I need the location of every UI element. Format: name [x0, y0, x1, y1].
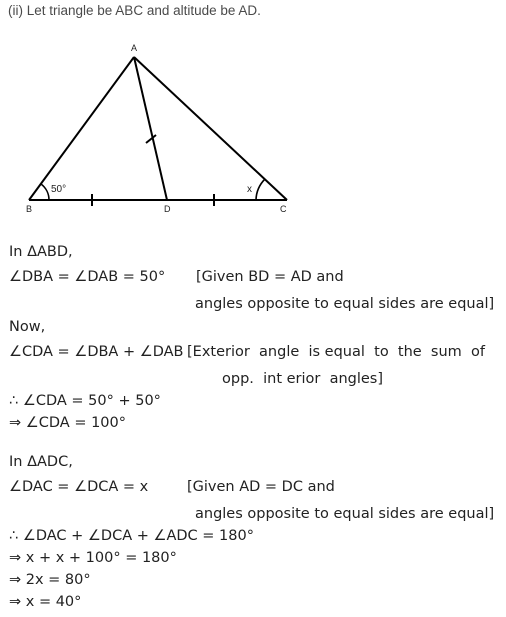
solution-note-5: [Given AD = DC and [187, 479, 335, 495]
angle-label-c: x [247, 184, 252, 195]
solution-note-6: angles opposite to equal sides are equal] [195, 506, 495, 522]
vertex-label-a: A [131, 43, 138, 53]
solution-line-4: ∠CDA = ∠DBA + ∠DAB [9, 344, 184, 360]
solution-line-7: In ΔADC, [9, 454, 73, 470]
solution-line-3: Now, [9, 319, 46, 335]
solution-note-2: angles opposite to equal sides are equal] [195, 296, 495, 312]
solution-note-1: [Given BD = AD and [196, 269, 344, 285]
solution-line-6: ⇒ ∠CDA = 100° [9, 415, 127, 431]
segment-ad [134, 57, 167, 200]
problem-heading: (ii) Let triangle be ABC and altitude be AD. [8, 3, 261, 18]
solution-note-4: opp. int erior angles] [222, 371, 384, 387]
side-ab [29, 57, 134, 200]
solution-line-12: ⇒ x = 40° [9, 594, 82, 610]
solution-line-2: ∠DBA = ∠DAB = 50° [9, 269, 166, 285]
solution-note-3: [Exterior angle is equal to the sum of [187, 344, 485, 360]
side-ac [134, 57, 287, 200]
angle-label-b: 50° [51, 184, 67, 195]
solution-line-1: In ΔABD, [9, 244, 73, 260]
solution-line-5: ∴ ∠CDA = 50° + 50° [9, 393, 161, 409]
solution-line-8: ∠DAC = ∠DCA = x [9, 479, 149, 495]
solution-line-11: ⇒ 2x = 80° [9, 572, 91, 588]
angle-arc-c [256, 179, 265, 200]
vertex-label-d: D [164, 204, 171, 214]
triangle-figure [0, 36, 330, 221]
vertex-label-b: B [26, 204, 33, 214]
angle-arc-b [41, 184, 49, 200]
vertex-label-c: C [280, 204, 287, 214]
solution-line-9: ∴ ∠DAC + ∠DCA + ∠ADC = 180° [9, 528, 254, 544]
solution-line-10: ⇒ x + x + 100° = 180° [9, 550, 177, 566]
